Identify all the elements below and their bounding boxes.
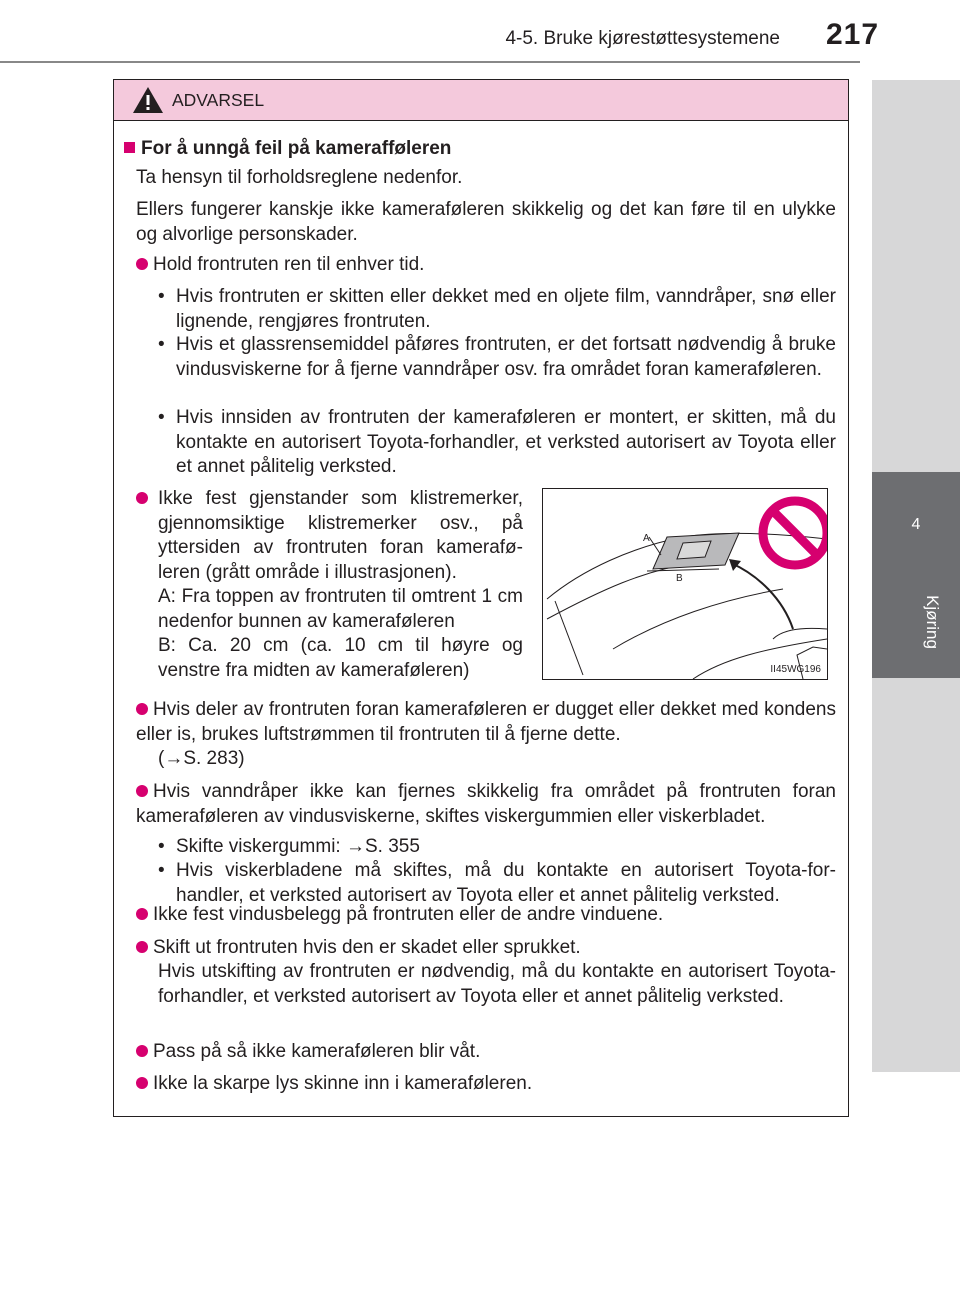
intro-2: Ellers fungerer kanskje ikke kameraføleren skikkelig og det kan føre til en ulykke og alvorlige personskader. xyxy=(136,199,836,245)
bullet-4 xyxy=(136,780,836,829)
sub-bullet-marker: • xyxy=(158,836,165,857)
bullet-2-marker xyxy=(136,487,158,512)
arrow-icon: → xyxy=(164,748,184,769)
bullet-6 xyxy=(136,936,581,961)
label-a: A xyxy=(643,533,650,544)
bullet-8-text: Ikke la skarpe lys skinne inn i kameraføleren. xyxy=(153,1073,533,1094)
bullet-3 xyxy=(136,698,836,747)
bullet-4-sub-1-ref: S. 355 xyxy=(364,836,420,857)
square-bullet-icon xyxy=(124,142,135,153)
sub-bullet-marker: • xyxy=(158,407,165,428)
section-title: 4-5. Bruke kjørestøttesystemene xyxy=(505,28,780,49)
bullet-4-sub-1 xyxy=(176,835,420,860)
warning-title: ADVARSEL xyxy=(172,90,265,110)
bullet-2-text-1: Ikke fest gjenstander som klistremerker, gjennomsiktige klistremerker osv., på yttersiden av frontruten foran kamerafø-leren (grått område i illustrasjonen). xyxy=(158,488,523,583)
warning-header xyxy=(114,80,848,121)
header-rule xyxy=(0,61,860,63)
circle-bullet-icon xyxy=(136,941,148,953)
bullet-8 xyxy=(136,1072,532,1097)
chapter-tab xyxy=(872,472,960,678)
circle-bullet-icon xyxy=(136,785,148,797)
bullet-3-ref-text: S. 283) xyxy=(183,748,245,769)
chapter-number: 4 xyxy=(911,516,921,533)
circle-bullet-icon xyxy=(136,492,148,504)
bullet-2-text-2: A: Fra toppen av frontruten til omtrent 1 cm nedenfor bunnen av kameraføleren xyxy=(158,586,523,632)
bullet-5-text: Ikke fest vindusbelegg på frontruten eller de andre vinduene. xyxy=(153,904,664,925)
bullet-4-sub-1-text: Skifte viskergummi: xyxy=(176,836,346,857)
chapter-label: Kjøring xyxy=(923,595,942,649)
bullet-2-text-3: B: Ca. 20 cm (ca. 10 cm til høyre og venstre fra midten av kameraføleren) xyxy=(158,635,523,681)
label-b: B xyxy=(676,573,683,584)
bullet-1-sub-1: Hvis frontruten er skitten eller dekket med en oljete film, vanndråper, snø eller lignende, rengjøres frontruten. xyxy=(176,286,836,332)
intro-1: Ta hensyn til forholdsreglene nedenfor. xyxy=(136,167,463,188)
sub-bullet-marker: • xyxy=(158,860,165,881)
circle-bullet-icon xyxy=(136,908,148,920)
bullet-3-text: Hvis deler av frontruten foran kameraføleren er dugget eller dekket med kondens eller is, brukes luftstrømmen til frontruten til å fjerne dette. xyxy=(136,699,836,745)
windshield-drawing xyxy=(543,489,827,679)
page-number: 217 xyxy=(826,18,880,51)
bullet-6-text-2: Hvis utskifting av frontruten er nødvendig, må du kontakte en autorisert Toyota-forhandler, et verksted autorisert av Toyota eller et annet pålitelig verksted. xyxy=(158,961,836,1007)
illustration-code: II45WG196 xyxy=(770,664,821,675)
sub-bullet-marker: • xyxy=(158,286,165,307)
circle-bullet-icon xyxy=(136,258,148,270)
bullet-1-sub-3: Hvis innsiden av frontruten der kameraføleren er montert, er skitten, må du kontakte en autorisert Toyota-forhandler, et verksted autorisert av Toyota eller et annet pålitelig verksted. xyxy=(176,407,836,477)
side-bar-bottom xyxy=(872,678,960,1072)
arrow-icon: → xyxy=(345,836,365,857)
bullet-1-sub-2: Hvis et glassrensemiddel påføres frontruten, er det fortsatt nødvendig å bruke vindusviskerne for å fjerne vanndråper osv. fra området foran kameraføleren. xyxy=(176,334,836,380)
warning-heading xyxy=(124,137,451,162)
bullet-5 xyxy=(136,903,663,928)
bullet-3-ref: (→S. 283) xyxy=(158,748,245,769)
heading-text: For å unngå feil på kamerafføleren xyxy=(141,138,452,159)
warning-box xyxy=(113,79,849,1117)
sub-bullet-marker: • xyxy=(158,334,165,355)
side-bar-top xyxy=(872,80,960,472)
circle-bullet-icon xyxy=(136,1077,148,1089)
bullet-4-sub-2: Hvis viskerbladene må skiftes, må du kontakte en autorisert Toyota-for-handler, et verksted autorisert av Toyota eller et annet pålitelig verksted. xyxy=(176,860,836,906)
bullet-6-text-1: Skift ut frontruten hvis den er skadet eller sprukket. xyxy=(153,937,581,958)
bullet-7 xyxy=(136,1040,480,1065)
bullet-1 xyxy=(136,253,424,278)
bullet-7-text: Pass på så ikke kameraføleren blir våt. xyxy=(153,1041,481,1062)
circle-bullet-icon xyxy=(136,703,148,715)
bullet-1-text: Hold frontruten ren til enhver tid. xyxy=(153,254,425,275)
camera-sensor-illustration xyxy=(542,488,828,680)
bullet-4-text: Hvis vanndråper ikke kan fjernes skikkelig fra området på frontruten foran kameraføleren av vindusviskerne, skiftes viskergummien eller viskerbladet. xyxy=(136,781,836,827)
circle-bullet-icon xyxy=(136,1045,148,1057)
warning-triangle-icon xyxy=(132,86,164,114)
